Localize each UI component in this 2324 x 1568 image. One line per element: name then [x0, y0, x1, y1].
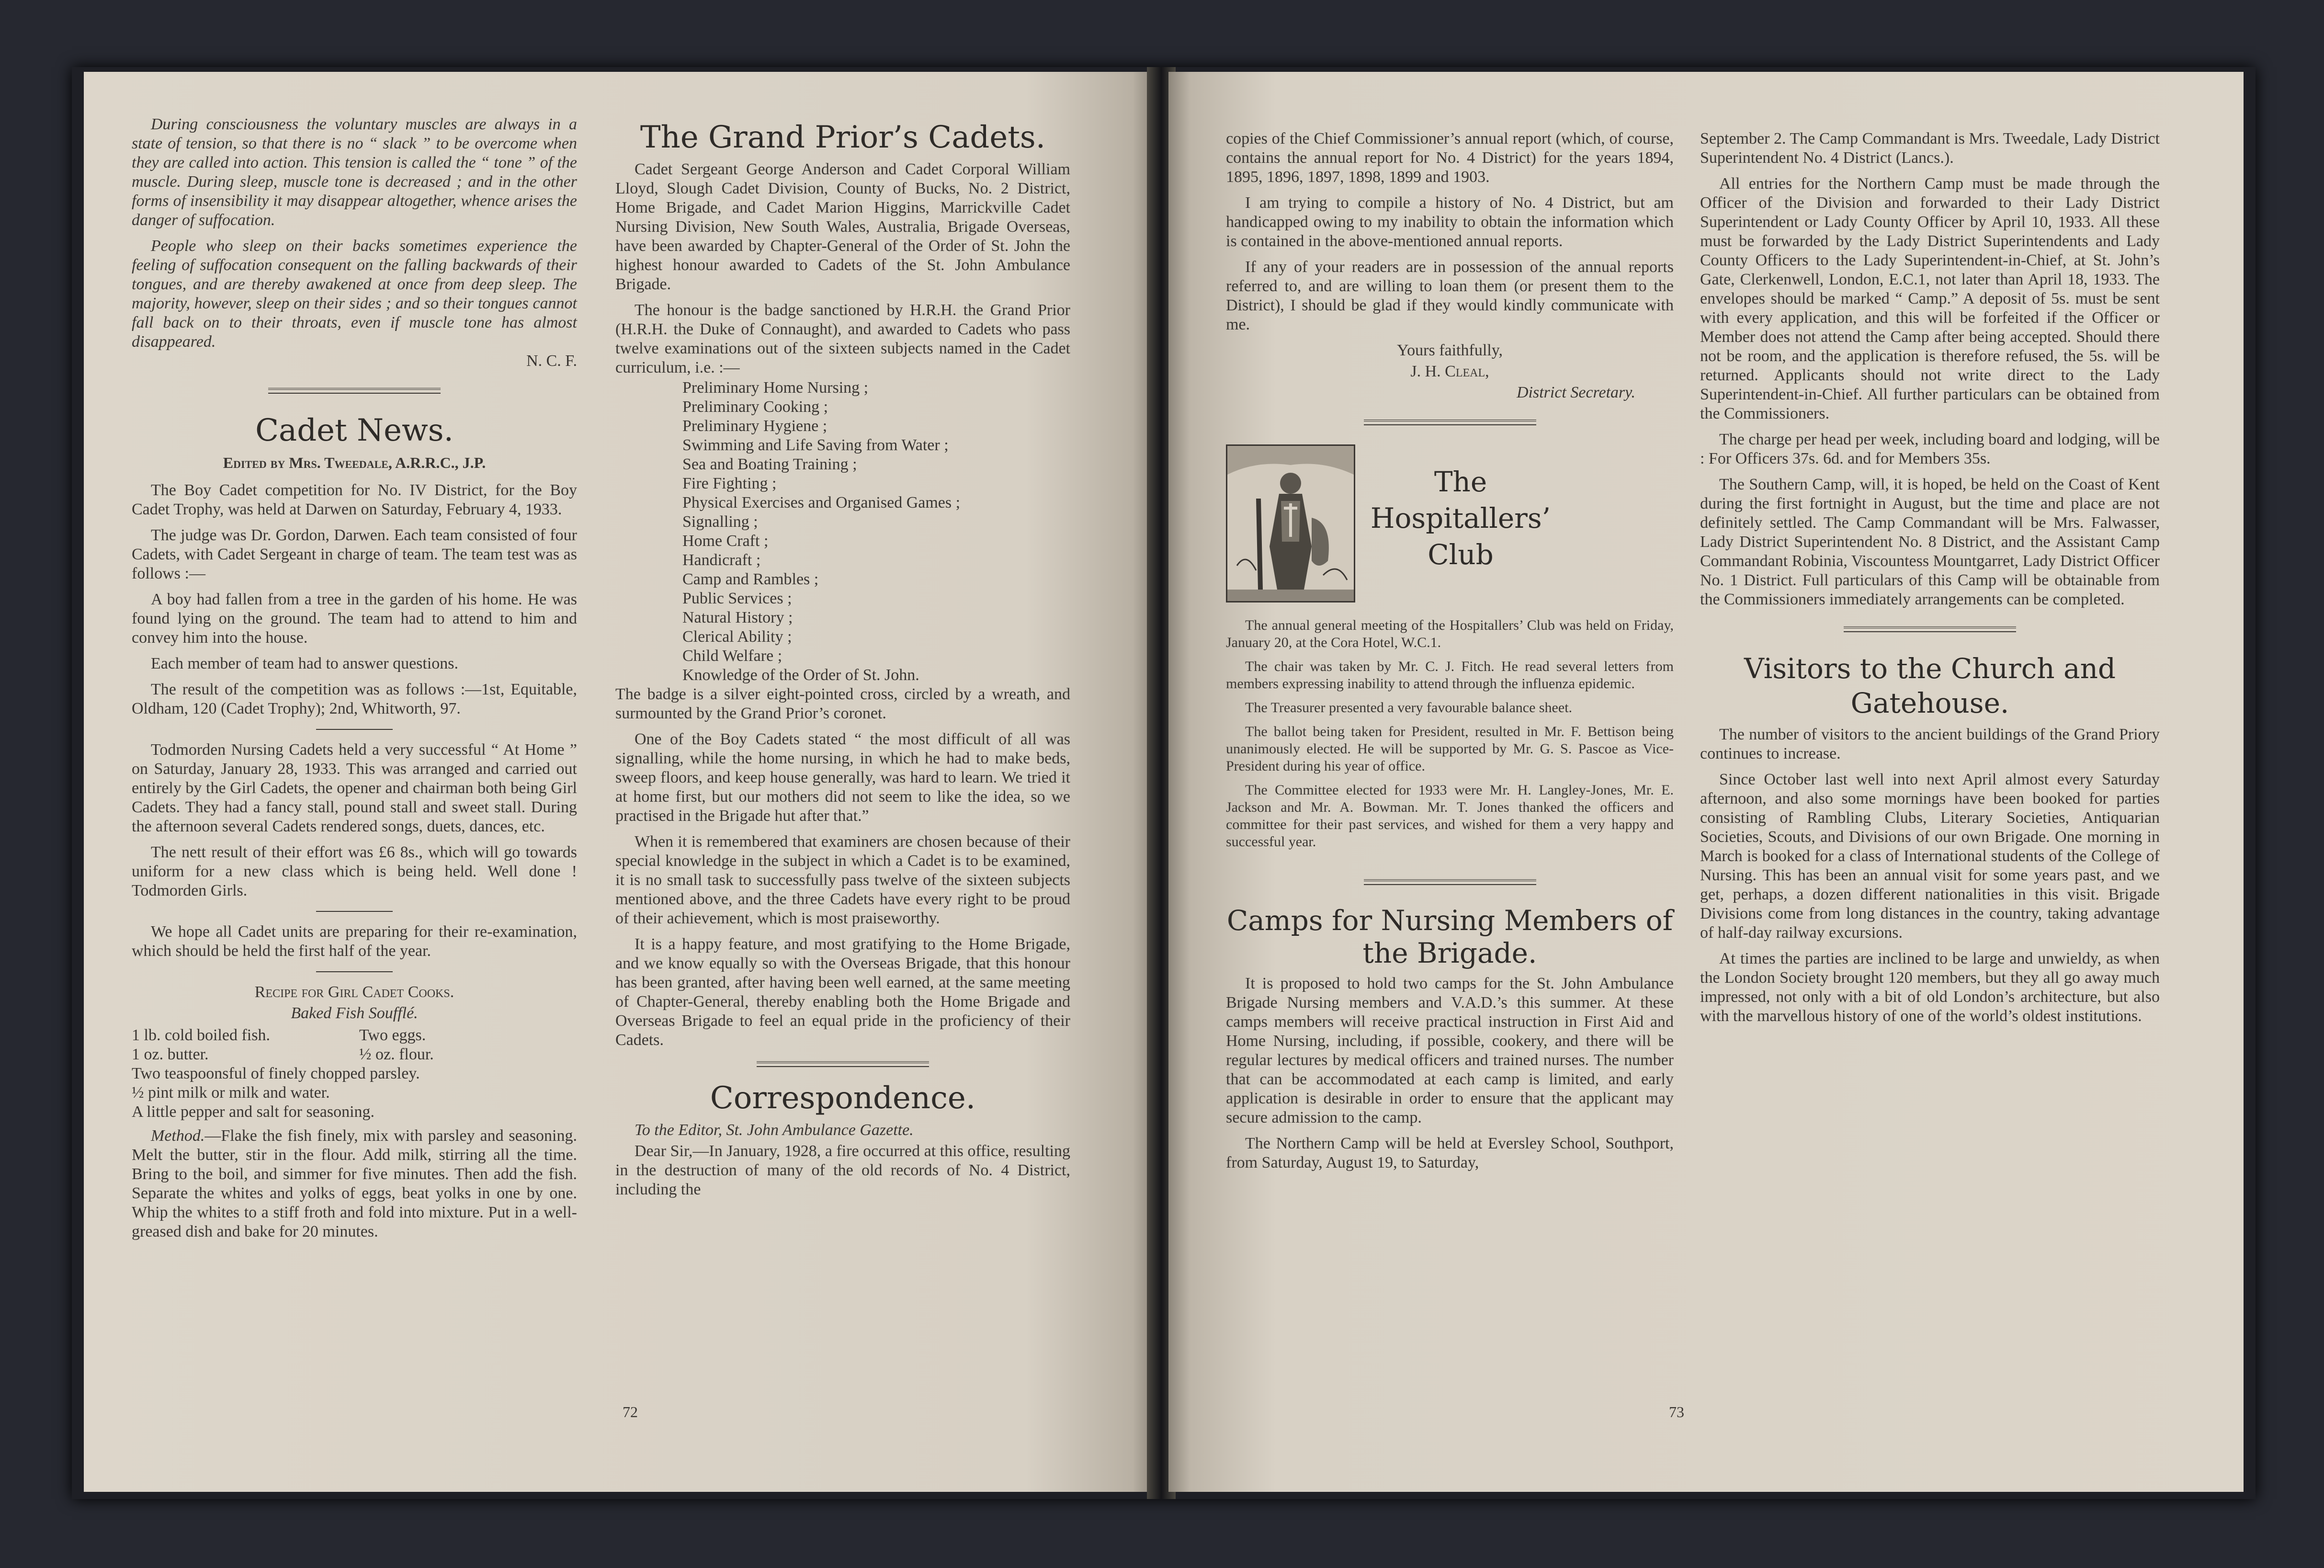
subject-item: Preliminary Home Nursing ;	[682, 379, 869, 397]
author-initials: N. C. F.	[526, 352, 577, 370]
paragraph: At times the parties are inclined to be large and unwieldy, as when the London Society brought 120 members, but they all go away much impressed, not only with a bit of old London’s architecture, but also with the marvellous history of one of the world’s oldest institutions.	[1700, 950, 2160, 1025]
divider	[316, 971, 393, 972]
subjects-list	[682, 378, 1070, 685]
paragraph: The Committee elected for 1933 were Mr. H. Langley-Jones, Mr. E. Jackson and Mr. A. Bowman. Mr. T. Jones thanked the officers and committee for their past services, and wished for them a very happy and successful year.	[1226, 782, 1674, 850]
paragraph: I am trying to compile a history of No. 4 District, but am handicapped owing to my inability to obtain the information which is contained in the above-mentioned annual reports.	[1226, 194, 1674, 250]
paragraph: The Boy Cadet competition for No. IV District, for the Boy Cadet Trophy, was held at Darwen on Saturday, February 4, 1933.	[132, 481, 577, 518]
paragraph: If any of your readers are in possession of the annual reports referred to, and are willing to loan them (or present them to the District), I should be glad if they would kindly communicate with me.	[1226, 258, 1674, 333]
ingredient: ½ oz. flour.	[359, 1045, 434, 1063]
knight-engraving-icon	[1226, 444, 1355, 602]
paragraph: The result of the competition was as follows :—1st, Equitable, Oldham, 120 (Cadet Trophy); 2nd, Whitworth, 97.	[132, 681, 577, 717]
subject-item: Handicraft ;	[682, 551, 761, 569]
paragraph: The judge was Dr. Gordon, Darwen. Each team consisted of four Cadets, with Cadet Sergeant in charge of team. The team test was as follows :—	[132, 526, 577, 582]
paragraph: Cadet Sergeant George Anderson and Cadet Corporal William Lloyd, Slough Cadet Division, County of Bucks, No. 2 District, Home Brigade, and Cadet Marion Higgins, Marrickville Cadet Nursing Division, New South Wales, Australia, Brigade Overseas, have been awarded by Chapter-General of the Order of St. John the highest honour awarded to Cadets of the St. John Ambulance Brigade.	[615, 160, 1070, 293]
right-column-2	[1700, 129, 2160, 1033]
divider	[316, 729, 393, 730]
subject-item: Clerical Ability ;	[682, 628, 792, 646]
section-divider	[268, 388, 441, 394]
section-divider	[757, 1061, 929, 1067]
right-page	[1168, 72, 2244, 1492]
correspondence-to: To the Editor, St. John Ambulance Gazette.	[635, 1121, 914, 1139]
paragraph: The number of visitors to the ancient buildings of the Grand Priory continues to increase.	[1700, 726, 2160, 762]
cadet-news-editor: Edited by Mrs. Tweedale, A.R.R.C., J.P.	[223, 454, 486, 471]
paragraph: Dear Sir,—In January, 1928, a fire occurred at this office, resulting in the destruction of many of the old records of No. 4 District, including the	[615, 1142, 1070, 1198]
camps-title: Camps for Nursing Members of the Brigade.	[1226, 904, 1673, 969]
paragraph: All entries for the Northern Camp must be made through the Officer of the Division and forwarded to their Lady District Superintendent or Lady County Officer by April 10, 1933. All these must be forwarded by the Lady District Superintendents and Lady County Officers to the Lady Superintendent-in-Chief, at St. John’s Gate, Clerkenwell, London, E.C.1, not later than April 18, 1933. The envelopes should be marked “ Camp.” A deposit of 5s. must be sent with every application, and this will be forfeited if the Officer or Member does not attend the Camp after being accepted. Should there not be room, and the application is therefore refused, the 5s. will be returned. Applicants should not write direct to the Lady Superintendent-in-Chief. All further particulars can be obtained from the Commissioners.	[1700, 175, 2160, 422]
paragraph: The nett result of their effort was £6 8s., which will go towards uniform for a new class which is being held. Well done ! Todmorden Girls.	[132, 843, 577, 899]
correspondence-title: Correspondence.	[710, 1080, 976, 1116]
recipe-title: Recipe for Girl Cadet Cooks.	[254, 983, 454, 1001]
paragraph: Since October last well into next April almost every Saturday afternoon, and also some mornings have been booked for parties consisting of Rambling Clubs, Literary Societies, Antiquarian Societies, Scouts, and Divisions of our own Brigade. One morning in March is booked for a class of International students of the College of Nursing. This has been an annual visit for some years past, and we get, perhaps, a dozen different nationalities in this visit. Brigade Divisions come from long distances in the country, taking advantage of half-day railway excursions.	[1700, 771, 2160, 942]
page-number: 72	[623, 1403, 638, 1420]
paragraph: The Treasurer presented a very favourable balance sheet.	[1245, 700, 1573, 716]
subject-item: Swimming and Life Saving from Water ;	[682, 436, 949, 454]
section-divider	[1844, 626, 2016, 632]
subject-item: Knowledge of the Order of St. John.	[682, 666, 919, 684]
method-text: —Flake the fish finely, mix with parsley and seasoning. Melt the butter, stir in the flour. Add milk, stirring all the time. Bring to the boil, and simmer for five minutes. Then add the fish. Separate the whites and yolks of eggs, beat yolks in one by one. Whip the whites to a stiff froth and fold into mixture. Put in a well-greased dish and bake for 20 minutes.	[132, 1127, 577, 1240]
visitors-title: Visitors to the Church and Gatehouse.	[1744, 652, 2116, 719]
paragraph: The annual general meeting of the Hospitallers’ Club was held on Friday, January 20, at the Cora Hotel, W.C.1.	[1226, 617, 1674, 650]
section-divider	[1364, 420, 1536, 425]
subject-item: Preliminary Hygiene ;	[682, 417, 828, 435]
ingredient: ½ pint milk or milk and water.	[132, 1084, 330, 1102]
paragraph: The badge is a silver eight-pointed cross, circled by a wreath, and surmounted by the Grand Prior’s coronet.	[615, 685, 1070, 722]
paragraph: Todmorden Nursing Cadets held a very successful “ At Home ” on Saturday, January 28, 1933. This was arranged and carried out entirely by the Girl Cadets, the opener and chairman both being Girl Cadets. They had a fancy stall, pound stall and sweet stall. During the afternoon several Cadets rendered songs, duets, dances, etc.	[132, 741, 577, 835]
knight-engraving-svg	[1227, 446, 1354, 601]
hospitallers-club-title: The Hospitallers’ Club	[1370, 466, 1551, 571]
ingredients-list	[132, 1026, 577, 1064]
right-column-1	[1226, 129, 1674, 1179]
subject-item: Natural History ;	[682, 609, 793, 626]
italic-paragraph: People who sleep on their backs sometimes experience the feeling of suffocation consequent on the falling backwards of their tongues, and are thereby awakened at once from deep sleep. The majority, however, sleep on their sides ; and so their tongues cannot fall back on to their throats, even if muscle tone has almost disappeared.	[132, 237, 577, 351]
paragraph: The ballot being taken for President, resulted in Mr. F. Bettison being unanimously elected. He will be supported by Mr. G. S. Pascoe as Vice-President during his year of office.	[1226, 724, 1674, 774]
paragraph: A boy had fallen from a tree in the garden of his home. He was found lying on the ground. The team had to attend to him and convey him into the house.	[132, 591, 577, 647]
left-column-1	[132, 115, 577, 1248]
letter-signature: J. H. Cleal,	[1410, 363, 1489, 380]
paragraph: The Northern Camp will be held at Eversley School, Southport, from Saturday, August 19, to Saturday,	[1226, 1135, 1674, 1171]
paragraph: September 2. The Camp Commandant is Mrs. Tweedale, Lady District Superintendent No. 4 District (Lancs.).	[1700, 130, 2160, 167]
grand-prior-title: The Grand Prior’s Cadets.	[640, 120, 1046, 155]
ingredient: 1 lb. cold boiled fish.	[132, 1026, 270, 1044]
left-page	[84, 72, 1154, 1492]
subject-item: Preliminary Cooking ;	[682, 398, 828, 416]
method-label: Method.	[151, 1127, 205, 1145]
italic-paragraph: During consciousness the voluntary muscles are always in a state of tension, so that there is no “ slack ” to be overcome when they are called into action. This tension is called the “ tone ” of the muscle. During sleep, muscle tone is decreased ; and in the other forms of insensibility it may disappear altogether, whence arises the danger of suffocation.	[132, 115, 577, 229]
recipe-name: Baked Fish Soufflé.	[291, 1004, 418, 1022]
subject-item: Physical Exercises and Organised Games ;	[682, 494, 961, 511]
divider	[316, 911, 393, 912]
page-number: 73	[1669, 1403, 1684, 1420]
subject-item: Child Welfare ;	[682, 647, 782, 665]
paragraph: The Southern Camp, will, it is hoped, be held on the Coast of Kent during the first fortnight in August, but the time and place are not definitely settled. The Camp Commandant will be Mrs. Falwasser, Lady District Superintendent No. 8 District, and the Assistant Camp Commandant Robinia, Viscountess Mountgarret, Lady District Officer No. 1 District. Full particulars of this Camp will be obtainable from the Commissioners immediately arrangements can be completed.	[1700, 476, 2160, 608]
paragraph: One of the Boy Cadets stated “ the most difficult of all was signalling, while the home nursing, in which he had to make beds, sweep floors, and keep house generally, was hard to learn. We tried it at home first, but our mothers did not seem to like the idea, so we practised in the Brigade hut after that.”	[615, 730, 1070, 825]
cadet-news-title: Cadet News.	[255, 413, 453, 448]
paragraph: It is a happy feature, and most gratifying to the Home Brigade, and we know equally so with the Overseas Brigade, that this honour has been granted, after having been well earned, at the same meeting of Chapter-General, thereby enabling both the Home Brigade and Overseas Brigade to feel an equal pride in the proficiency of their Cadets.	[615, 935, 1070, 1049]
subject-item: Camp and Rambles ;	[682, 570, 819, 588]
subject-item: Signalling ;	[682, 513, 758, 531]
recipe-method	[132, 1126, 577, 1241]
left-column-2	[615, 120, 1070, 1206]
paragraph: The charge per head per week, including board and lodging, will be : For Officers 37s. 6d. and for Members 35s.	[1700, 431, 2160, 467]
ingredient: A little pepper and salt for seasoning.	[132, 1103, 375, 1121]
paragraph: We hope all Cadet units are preparing for their re-examination, which should be held the first half of the year.	[132, 923, 577, 960]
paragraph: The chair was taken by Mr. C. J. Fitch. He read several letters from members expressing inability to attend through the influenza epidemic.	[1226, 659, 1674, 692]
ingredient: 1 oz. butter.	[132, 1045, 209, 1063]
ingredient: Two teaspoonsful of finely chopped parsley.	[132, 1065, 420, 1082]
signature-title: District Secretary.	[1516, 384, 1635, 401]
subject-item: Public Services ;	[682, 590, 792, 607]
subject-item: Home Craft ;	[682, 532, 769, 550]
ingredient: Two eggs.	[359, 1026, 426, 1044]
paragraph: The honour is the badge sanctioned by H.R.H. the Grand Prior (H.R.H. the Duke of Connaught), and awarded to Cadets who pass twelve examinations out of the sixteen subjects named in the Cadet curriculum, i.e. :—	[615, 301, 1070, 376]
subject-item: Sea and Boating Training ;	[682, 455, 857, 473]
hospitallers-header	[1226, 444, 1674, 602]
paragraph: Each member of team had to answer questions.	[151, 655, 459, 672]
paragraph: It is proposed to hold two camps for the St. John Ambulance Brigade Nursing members and V.A.D.’s this summer. At these camps members will receive practical instruction in First Aid and Home Nursing, including, if possible, cookery, and there will be regular lectures by medical officers and trained nurses. The number that can be accommodated at each camp is limited, and early application is desirable in order to ensure that the applicant may secure admission to the camp.	[1226, 975, 1674, 1126]
paragraph: copies of the Chief Commissioner’s annual report (which, of course, contains the annual report for No. 4 District) for the years 1894, 1895, 1896, 1897, 1898, 1899 and 1903.	[1226, 130, 1674, 186]
subject-item: Fire Fighting ;	[682, 475, 777, 492]
letter-closing: Yours faithfully,	[1396, 341, 1503, 359]
paragraph: When it is remembered that examiners are chosen because of their special knowledge in the subject in which a Cadet is to be examined, it is no small task to successfully pass twelve of the sixteen subjects mentioned above, and the three Cadets have every right to be proud of their achievement, which is most praiseworthy.	[615, 833, 1070, 927]
section-divider	[1364, 879, 1536, 885]
